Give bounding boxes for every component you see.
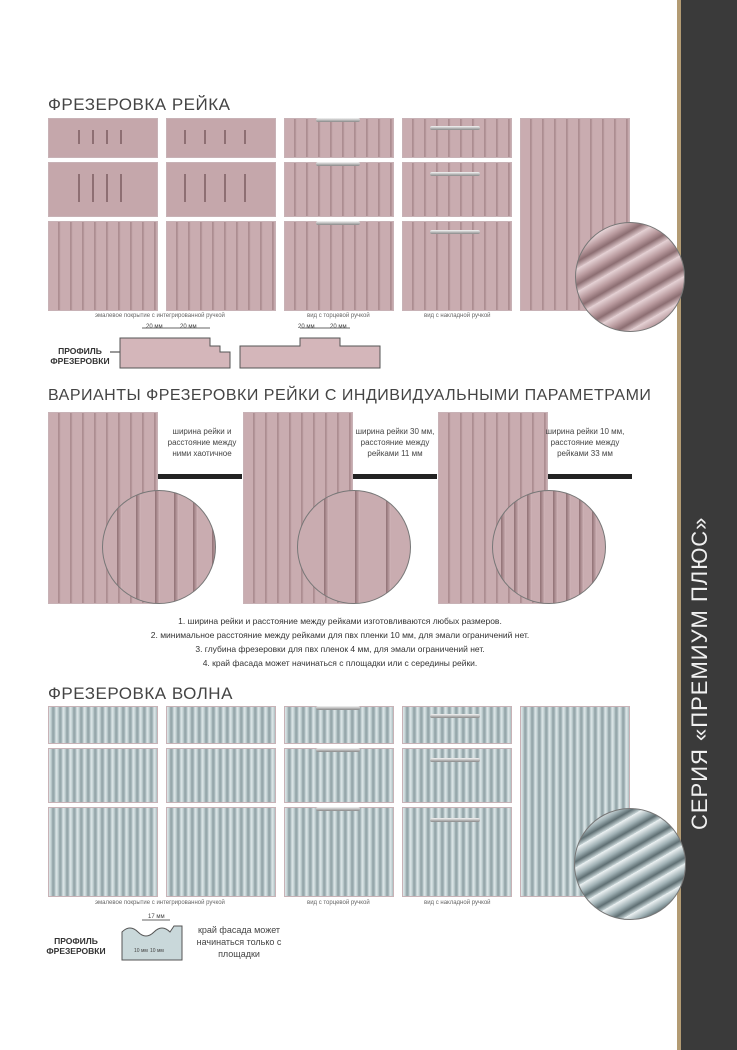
rail-panel-overlay-handle-1 <box>402 118 512 158</box>
rail-profile-closeup <box>575 222 685 332</box>
wave-dim-b: 10 мм <box>150 948 164 954</box>
rail-panel-enamel-5 <box>166 162 276 217</box>
wave-panel-enamel-1 <box>48 706 158 744</box>
wave-overlay-handle-2 <box>430 758 480 762</box>
handle-slot <box>120 174 122 202</box>
rail-panel-end-handle-3 <box>284 221 394 311</box>
note-2: 2. минимальное расстояние между рейками для пвх пленки 10 мм, для эмали ограничений нет. <box>150 630 530 640</box>
wave-panel-overlay-handle-2 <box>402 748 512 803</box>
overlay-handle-3 <box>430 230 480 234</box>
wave-profile-closeup <box>574 808 686 920</box>
wave-overlay-handle-3 <box>430 818 480 822</box>
wave-panel-enamel-5 <box>166 748 276 803</box>
handle-slot <box>244 174 246 202</box>
section3-title: ФРЕЗЕРОВКА ВОЛНА <box>48 684 233 703</box>
handle-slot <box>184 130 186 144</box>
handle-slot <box>204 130 206 144</box>
variant-3-text: ширина рейки 10 мм, расстояние между рейками 33 мм <box>545 427 625 458</box>
wave-panel-end-handle-2 <box>284 748 394 803</box>
handle-slot <box>106 174 108 202</box>
section1-title: ФРЕЗЕРОВКА РЕЙКА <box>48 95 231 114</box>
wave-end-handle-3 <box>316 807 360 811</box>
dim-rail-width: 20 мм <box>146 324 163 330</box>
wave-panel-end-handle-1 <box>284 706 394 744</box>
wave-panel-overlay-handle-1 <box>402 706 512 744</box>
handle-slot <box>184 174 186 202</box>
wave-caption-overlay-handle: вид с накладной ручкой <box>424 900 491 906</box>
variant-1-profile <box>158 474 242 479</box>
wave-panel-enamel-6 <box>166 807 276 897</box>
handle-slot <box>204 174 206 202</box>
note-3: 3. глубина фрезеровки для пвх пленок 4 мм, для эмали ограничений нет. <box>195 644 485 654</box>
wave-panel-enamel-4 <box>166 706 276 744</box>
wave-caption-end-handle: вид с торцевой ручкой <box>307 900 370 906</box>
end-handle-1 <box>316 118 360 122</box>
rail-panel-end-handle-1 <box>284 118 394 158</box>
profile-label: ПРОФИЛЬ ФРЕЗЕРОВКИ <box>50 346 110 366</box>
handle-slot <box>244 130 246 144</box>
dim-rail-width-2: 20 мм <box>298 324 315 330</box>
wave-profile-label: ПРОФИЛЬ ФРЕЗЕРОВКИ <box>46 936 106 956</box>
rail-panel-overlay-handle-2 <box>402 162 512 217</box>
end-handle-2 <box>316 162 360 166</box>
caption-enamel: эмалевое покрытие с интегрированной ручкой <box>95 313 225 319</box>
overlay-handle-2 <box>430 172 480 176</box>
wave-end-handle-2 <box>316 748 360 752</box>
rail-panel-enamel-1 <box>48 118 158 158</box>
wave-edge-note: край фасада может начинаться только с площадки <box>196 925 282 959</box>
overlay-handle-1 <box>430 126 480 130</box>
wave-dim-a: 10 мм <box>134 948 148 954</box>
handle-slot <box>224 174 226 202</box>
wave-overlay-handle-1 <box>430 714 480 718</box>
section2-title: ВАРИАНТЫ ФРЕЗЕРОВКИ РЕЙКИ С ИНДИВИДУАЛЬНЫМИ ПАРАМЕТРАМИ <box>48 387 652 404</box>
handle-slot <box>106 130 108 144</box>
wave-caption-enamel: эмалевое покрытие с интегрированной ручкой <box>95 900 225 906</box>
caption-overlay-handle: вид с накладной ручкой <box>424 313 491 319</box>
sidebar <box>677 0 737 1050</box>
rail-panel-enamel-2 <box>48 162 158 217</box>
wave-end-handle-1 <box>316 706 360 710</box>
handle-slot <box>78 130 80 144</box>
dim-gap-width-2: 20 мм <box>330 324 347 330</box>
rail-panel-enamel-6 <box>166 221 276 311</box>
variant-1-closeup <box>102 490 216 604</box>
dim-gap-width: 20 мм <box>180 324 197 330</box>
notes-list <box>0 614 680 670</box>
wave-dim-top: 17 мм <box>148 914 165 920</box>
note-1: 1. ширина рейки и расстояние между рейками изготовливаются любых размеров. <box>178 616 502 626</box>
wave-panel-enamel-3 <box>48 807 158 897</box>
variant-2-closeup <box>297 490 411 604</box>
note-4: 4. край фасада может начинаться с площадки или с середины рейки. <box>202 658 478 668</box>
variant-1-text: ширина рейки и расстояние между ними хаотичное <box>167 427 237 458</box>
wave-panel-end-handle-3 <box>284 807 394 897</box>
handle-slot <box>92 174 94 202</box>
variant-3-profile <box>548 474 632 479</box>
handle-slot <box>224 130 226 144</box>
variant-2-text: ширина рейки 30 мм, расстояние между рейками 11 мм <box>355 427 435 458</box>
handle-slot <box>92 130 94 144</box>
rail-panel-overlay-handle-3 <box>402 221 512 311</box>
end-handle-3 <box>316 221 360 225</box>
rail-panel-enamel-3 <box>48 221 158 311</box>
handle-slot <box>120 130 122 144</box>
variant-3-closeup <box>492 490 606 604</box>
handle-slot <box>78 174 80 202</box>
caption-end-handle: вид с торцевой ручкой <box>307 313 370 319</box>
rail-panel-enamel-4 <box>166 118 276 158</box>
wave-panel-enamel-2 <box>48 748 158 803</box>
rail-panel-end-handle-2 <box>284 162 394 217</box>
sidebar-title: СЕРИЯ «ПРЕМИУМ ПЛЮС» <box>687 516 712 830</box>
variant-2-profile <box>353 474 437 479</box>
